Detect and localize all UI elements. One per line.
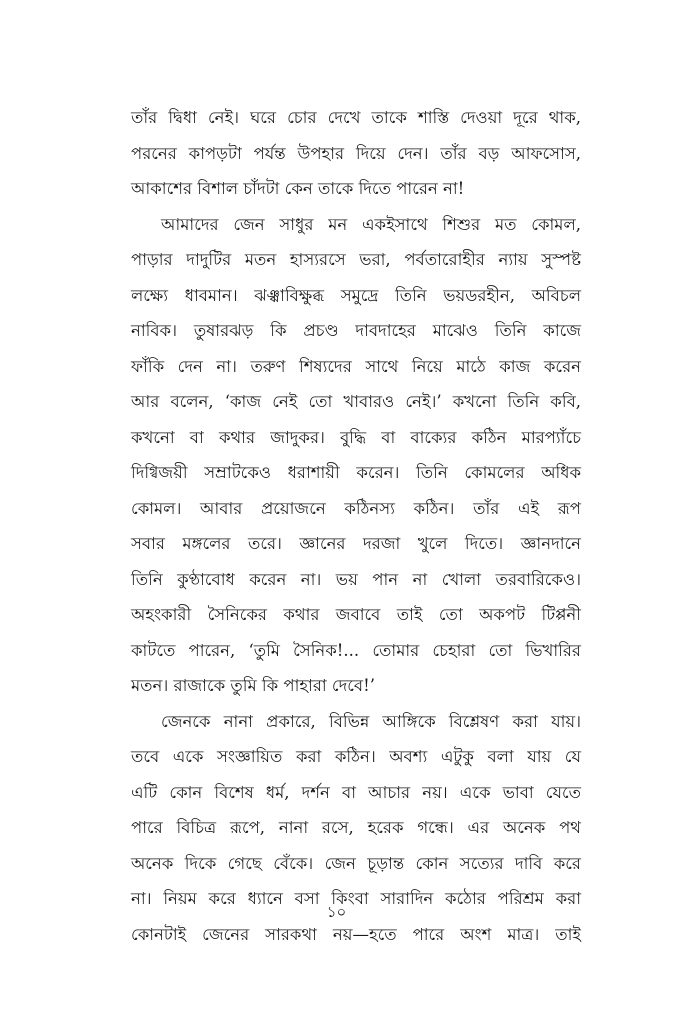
body-text	[131, 100, 581, 952]
text-line: কাটতে পারেন, ‘তুমি সৈনিক!... তোমার চেহারা তো ভিখারির	[131, 640, 581, 660]
text-line: দিগ্বিজয়ী সম্রাটকেও ধরাশায়ী করেন। তিনি কোমলের অধিক	[131, 463, 581, 482]
text-line: পারে বিচিত্র রূপে, নানা রসে, হরেক গন্ধে। এর অনেক পথ	[131, 818, 581, 837]
text-line: তিনি কুণ্ঠাবোধ করেন না। ভয় পান না খোলা তরবারিকেও।	[131, 569, 581, 589]
text-line: কোমল। আবার প্রয়োজনে কঠিনস্য কঠিন। তাঁর এই রূপ	[131, 498, 581, 518]
text-line: না। নিয়ম করে ধ্যানে বসা কিংবা সারাদিন কঠোর পরিশ্রম করা	[131, 889, 581, 908]
text-line: পরনের কাপড়টা পর্যন্ত উপহার দিয়ে দেন। তাঁর বড় আফসোস,	[131, 143, 581, 163]
text-line: অহংকারী সৈনিকের কথার জবাবে তাই তো অকপট টিপ্পনী	[131, 605, 581, 624]
text-line: জেনকে নানা প্রকারে, বিভিন্ন আঙ্গিকে বিশ্লেষণ করা যায়।	[161, 711, 581, 731]
text-line: ফাঁকি দেন না। তরুণ শিষ্যদের সাথে নিয়ে মাঠে কাজ করেন	[131, 356, 581, 376]
page-number: ১০	[326, 903, 347, 921]
text-line: পাড়ার দাদুটির মতন হাস্যরসে ভরা, পর্বতারোহীর ন্যায় সুস্পষ্ট	[131, 250, 581, 269]
text-line: আকাশের বিশাল চাঁদটা কেন তাকে দিতে পারেন না!	[131, 179, 465, 198]
text-line: আর বলেন, ‘কাজ নেই তো খাবারও নেই।’ কখনো তিনি কবি,	[131, 392, 581, 411]
text-line: এটি কোন বিশেষ ধর্ম, দর্শন বা আচার নয়। একে ভাবা যেতে	[131, 782, 581, 802]
text-line: কখনো বা কথার জাদুকর। বুদ্ধি বা বাক্যের কঠিন মারপ্যাঁচে	[131, 427, 581, 447]
text-line: অনেক দিকে গেছে বেঁকে। জেন চূড়ান্ত কোন সত্যের দাবি করে	[131, 853, 581, 873]
text-line: আমাদের জেন সাধুর মন একইসাথে শিশুর মত কোমল,	[161, 214, 581, 234]
text-line: কোনটাই জেনের সারকথা নয়—হতে পারে অংশ মাত্র। তাই	[131, 924, 581, 944]
text-line: তাঁর দ্বিধা নেই। ঘরে চোর দেখে তাকে শাস্তি দেওয়া দূরে থাক,	[131, 108, 581, 127]
text-line: সবার মঙ্গলের তরে। জ্ঞানের দরজা খুলে দিতে। জ্ঞানদানে	[131, 534, 581, 553]
text-line: লক্ষ্যে ধাবমান। ঝঞ্ঝাবিক্ষুব্ধ সমুদ্রে তিনি ভয়ডরহীন, অবিচল	[131, 285, 581, 305]
text-line: মতন। রাজাকে তুমি কি পাহারা দেবে!’	[131, 676, 375, 695]
text-line: তবে একে সংজ্ঞায়িত করা কঠিন। অবশ্য এটুকু বলা যায় যে	[131, 747, 581, 766]
text-line: নাবিক। তুষারঝড় কি প্রচণ্ড দাবদাহের মাঝেও তিনি কাজে	[131, 321, 581, 340]
